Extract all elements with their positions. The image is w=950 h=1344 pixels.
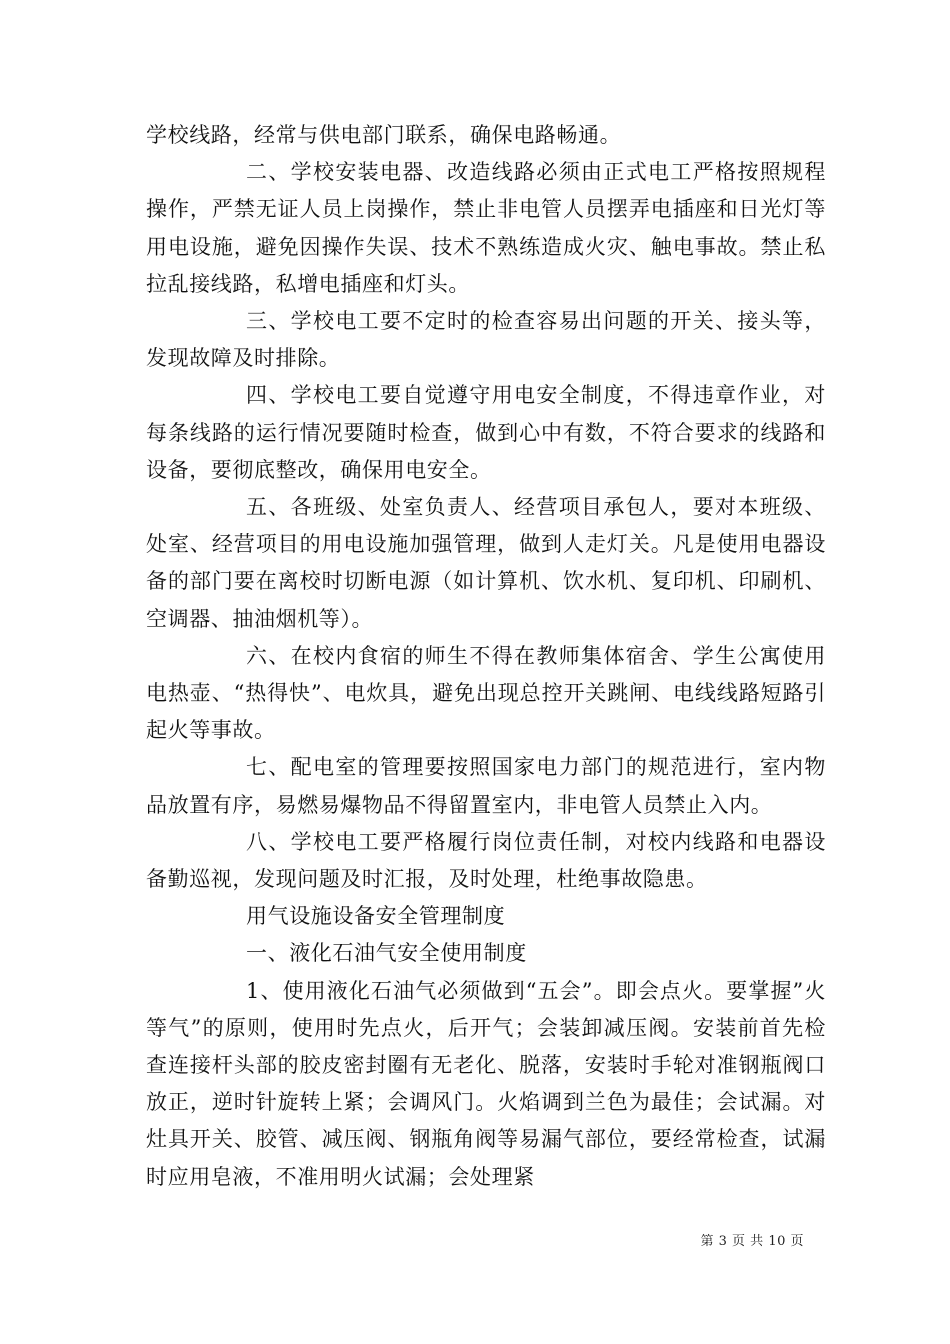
paragraph-item-4: 四、学校电工要自觉遵守用电安全制度，不得违章作业，对每条线路的运行情况要随时检查，做到心中有数，不符合要求的线路和设备，要彻底整改，确保用电安全。: [146, 383, 826, 482]
page-number-footer: 第 3 页 共 10 页: [700, 1234, 804, 1249]
paragraph-lpg-rule-1: 1、使用液化石油气必须做到“五会”。即会点火。要掌握”火等气”的原则，使用时先点火，后开气；会装卸减压阀。安装前首先检查连接杆头部的胶皮密封圈有无老化、脱落，安装时手轮对准钢瓶阀口放正，逆时针旋转上紧；会调风门。火焰调到兰色为最佳；会试漏。对灶具开关、胶管、减压阀、钢瓶角阀等易漏气部位，要经常检查，试漏时应用皂液，不准用明火试漏；会处理紧: [146, 978, 826, 1189]
paragraph-item-3: 三、学校电工要不定时的检查容易出问题的开关、接头等，发现故障及时排除。: [146, 309, 826, 371]
paragraph-item-2: 二、学校安装电器、改造线路必须由正式电工严格按照规程操作，严禁无证人员上岗操作，禁止非电管人员摆弄电插座和日光灯等用电设施，避免因操作失误、技术不熟练造成火灾、触电事故。禁止私拉乱接线路，私增电插座和灯头。: [146, 160, 826, 296]
subsection-title: 一、液化石油气安全使用制度: [246, 941, 527, 966]
document-body: [146, 117, 826, 1196]
section-title: 用气设施设备安全管理制度: [246, 904, 506, 929]
paragraph-continuation: 学校线路，经常与供电部门联系，确保电路畅通。: [146, 123, 622, 147]
paragraph-item-8: 八、学校电工要严格履行岗位责任制，对校内线路和电器设备勤巡视，发现问题及时汇报，及时处理，杜绝事故隐患。: [146, 829, 826, 892]
paragraph-item-5: 五、各班级、处室负责人、经营项目承包人，要对本班级、处室、经营项目的用电设施加强管理，做到人走灯关。凡是使用电器设备的部门要在离校时切断电源（如计算机、饮水机、复印机、印刷机、空调器、抽油烟机等）。: [146, 495, 826, 631]
paragraph-item-7: 七、配电室的管理要按照国家电力部门的规范进行，室内物品放置有序，易燃易爆物品不得留置室内，非电管人员禁止入内。: [146, 755, 826, 817]
paragraph-item-6: 六、在校内食宿的师生不得在教师集体宿舍、学生公寓使用电热壶、“热得快”、电炊具，避免出现总控开关跳闸、电线线路短路引起火等事故。: [146, 643, 826, 743]
